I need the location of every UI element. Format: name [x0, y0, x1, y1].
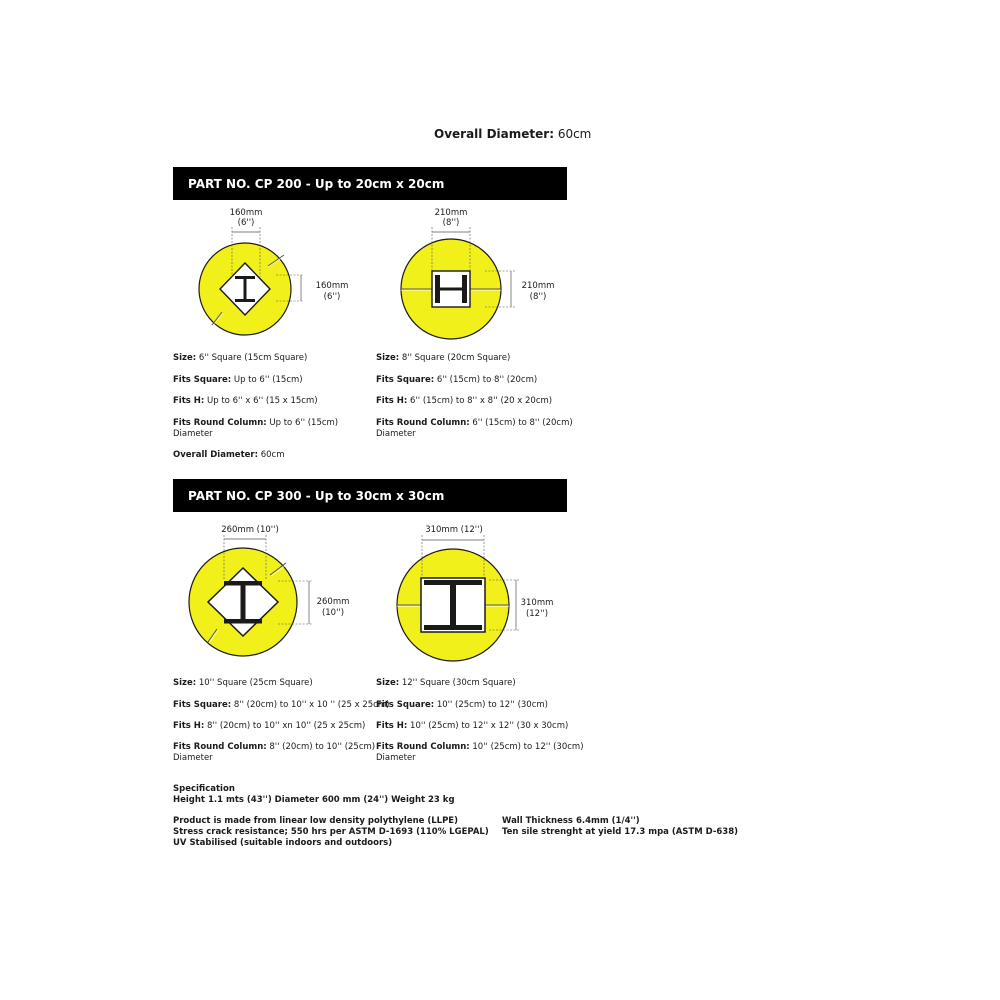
- cp300-left-dim-top: 260mm (10''): [221, 525, 279, 535]
- cp300-left-fits-square: Fits Square: 8'' (20cm) to 10'' x 10 '' (25 x 25cm): [173, 700, 390, 710]
- cp200-right-fits-square: Fits Square: 6'' (15cm) to 8'' (20cm): [376, 375, 538, 385]
- cp300-left-fits-round: Fits Round Column: 8'' (20cm) to 10'' (25cm): [173, 742, 376, 752]
- cp200-left-diagram: [180, 205, 370, 345]
- cp200-right-round-line2: Diameter: [376, 429, 416, 439]
- cp300-right-size: Size: 12'' Square (30cm Square): [376, 678, 516, 688]
- cp200-left-dim-top-2: (6''): [237, 218, 255, 228]
- cp300-right-round-line2: Diameter: [376, 753, 416, 763]
- cp200-right-dim-side-2: (8''): [529, 292, 547, 302]
- cp200-left-dim-top-1: 160mm: [229, 208, 263, 218]
- spec-right-1: Wall Thickness 6.4mm (1/4''): [502, 816, 640, 826]
- cp300-banner: PART NO. CP 300 - Up to 30cm x 30cm: [173, 479, 567, 512]
- cp300-right-diagram: [385, 518, 575, 668]
- spec-left-3: UV Stabilised (suitable indoors and outdoors): [173, 838, 393, 848]
- cp300-right-fits-round: Fits Round Column: 10'' (25cm) to 12'' (30cm): [376, 742, 584, 752]
- top-overall-diameter: Overall Diameter: 60cm: [434, 127, 592, 141]
- cp300-left-round-line2: Diameter: [173, 753, 213, 763]
- cp200-right-size: Size: 8'' Square (20cm Square): [376, 353, 511, 363]
- cp200-left-dim-side-1: 160mm: [315, 281, 349, 291]
- cp300-right-dim-side-1: 310mm: [520, 598, 554, 608]
- cp300-right-dim-top: 310mm (12''): [425, 525, 483, 535]
- cp200-left-size: Size: 6'' Square (15cm Square): [173, 353, 308, 363]
- cp200-left-fits-round: Fits Round Column: Up to 6'' (15cm): [173, 418, 339, 428]
- cp200-left-fits-h: Fits H: Up to 6'' x 6'' (15 x 15cm): [173, 396, 318, 406]
- cp200-banner: PART NO. CP 200 - Up to 20cm x 20cm: [173, 167, 567, 200]
- spec-left-1: Product is made from linear low density polythylene (LLPE): [173, 816, 458, 826]
- cp200-right-dim-side-1: 210mm: [521, 281, 555, 291]
- cp300-left-dim-side-2: (10''): [321, 608, 345, 618]
- cp200-right-dim-top-1: 210mm: [434, 208, 468, 218]
- spec-left-2: Stress crack resistance; 550 hrs per ASTM D-1693 (110% LGEPAL): [173, 827, 489, 837]
- cp200-left-round-line2: Diameter: [173, 429, 213, 439]
- cp300-left-dim-side-1: 260mm: [316, 597, 350, 607]
- cp300-left-fits-h: Fits H: 8'' (20cm) to 10'' xn 10'' (25 x 25cm): [173, 721, 366, 731]
- cp300-right-fits-h: Fits H: 10'' (25cm) to 12'' x 12'' (30 x 30cm): [376, 721, 569, 731]
- spec-line1: Height 1.1 mts (43'') Diameter 600 mm (24'') Weight 23 kg: [173, 795, 455, 805]
- cp200-left-overall: Overall Diameter: 60cm: [173, 450, 285, 460]
- cp200-left-fits-square: Fits Square: Up to 6'' (15cm): [173, 375, 303, 385]
- cp200-right-dim-top-2: (8''): [442, 218, 460, 228]
- cp200-right-diagram: [385, 205, 575, 345]
- cp200-left-dim-side-2: (6''): [323, 292, 341, 302]
- cp300-right-dim-side-2: (12''): [525, 609, 549, 619]
- spec-heading: Specification: [173, 784, 235, 794]
- cp200-right-fits-h: Fits H: 6'' (15cm) to 8'' x 8'' (20 x 20cm): [376, 396, 553, 406]
- spec-right-2: Ten sile strenght at yield 17.3 mpa (ASTM D-638): [502, 827, 739, 837]
- cp200-right-fits-round: Fits Round Column: 6'' (15cm) to 8'' (20cm): [376, 418, 573, 428]
- cp300-right-fits-square: Fits Square: 10'' (25cm) to 12'' (30cm): [376, 700, 548, 710]
- cp300-left-size: Size: 10'' Square (25cm Square): [173, 678, 313, 688]
- cp300-left-diagram: [180, 518, 375, 668]
